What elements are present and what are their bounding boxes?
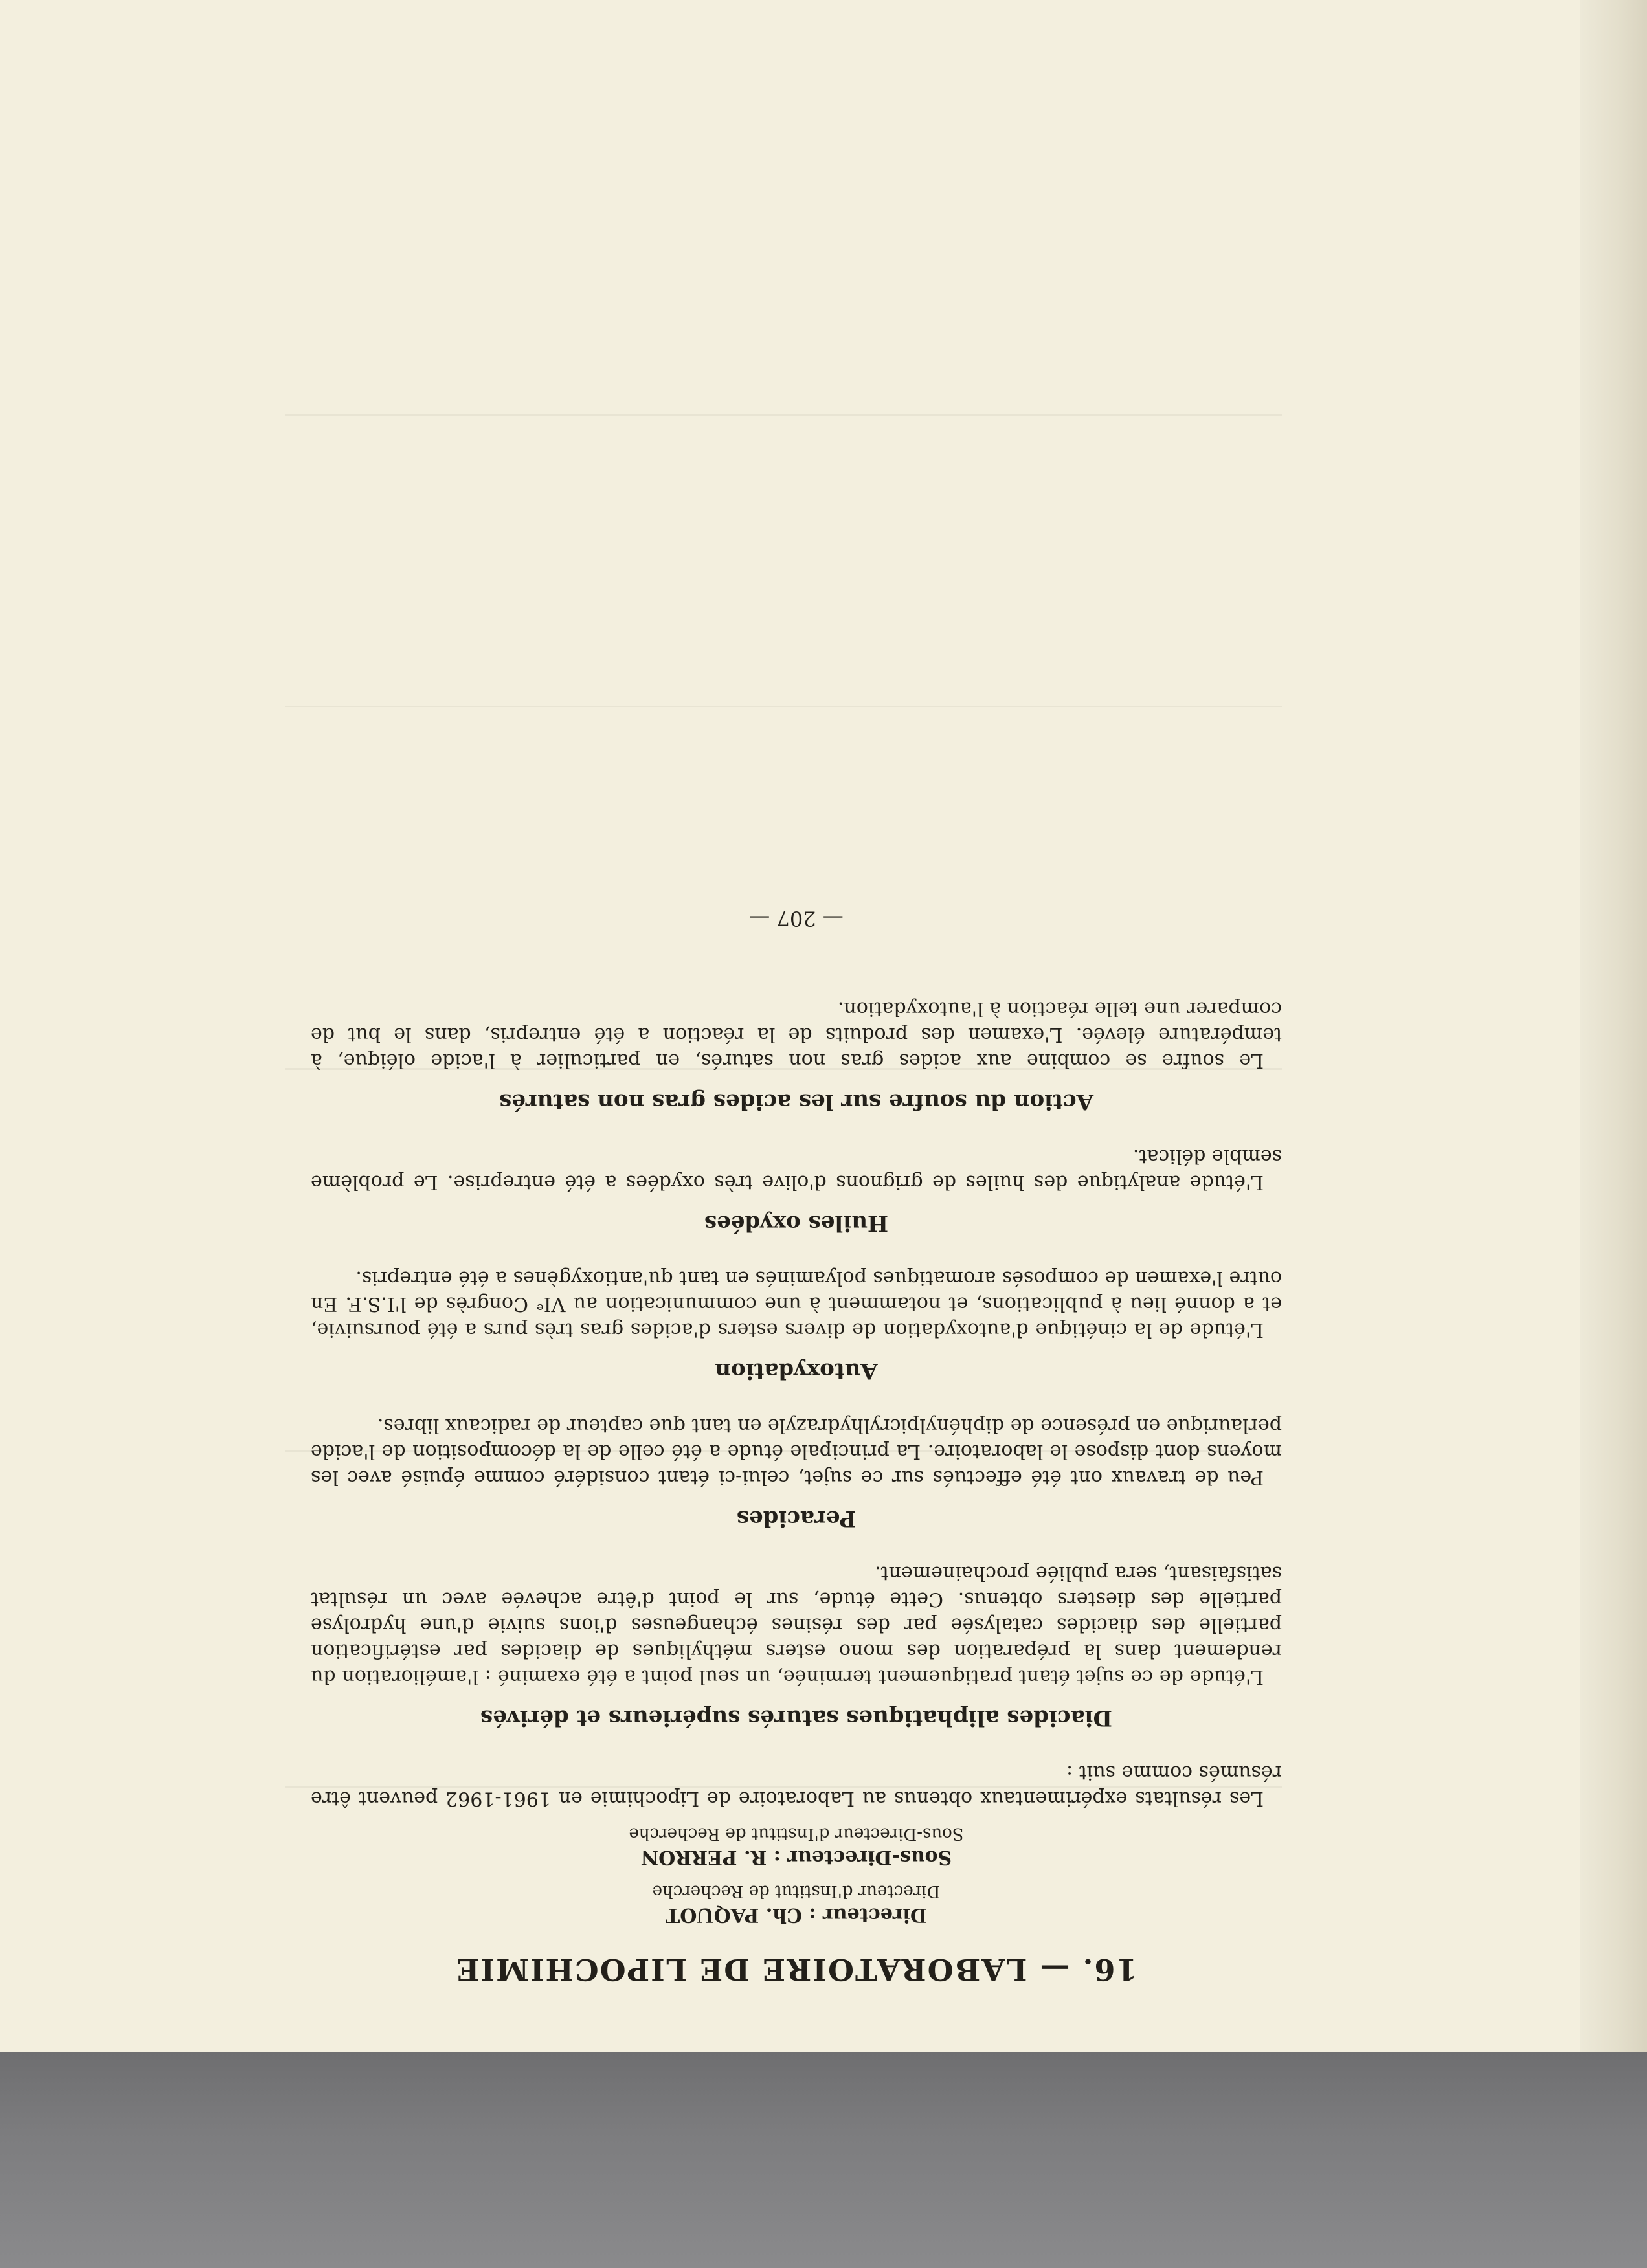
page-number: — 207 — xyxy=(749,906,844,931)
page-title: 16. — LABORATOIRE DE LIPOCHIMIE xyxy=(455,1952,1137,1987)
section-heading: Diacides aliphatiques saturés supérieurs et dérivés xyxy=(480,1705,1112,1731)
section-heading: Action du soufre sur les acides gras non saturés xyxy=(499,1089,1093,1115)
section-paragraph: Le soufre se combine aux acides gras non saturés, en particulier à l'acide oléique, à température élevée. L'examen des produits de la réaction a été entrepris, dans le but de comparer une telle réaction à l'autoxydation. xyxy=(311,997,1282,1072)
director-block xyxy=(311,1824,1282,1926)
document-page xyxy=(311,207,1282,1987)
section-paragraph: L'étude analytique des huiles de grignons d'olive très oxydées a été entreprise. Le problème semble délicat. xyxy=(311,1145,1282,1194)
section-heading: Autoxydation xyxy=(715,1358,878,1384)
section-paragraph: Peu de travaux ont été effectués sur ce sujet, celui-ci étant considéré comme épuisé avec les moyens dont dispose le laboratoire. La principale étude a été celle de la décomposition de l'acide perlaurique en présence de diphénylpicrylhydrazyle en tant que capteur de radicaux libres. xyxy=(311,1414,1282,1489)
section-paragraph: L'étude de ce sujet étant pratiquement terminée, un seul point a été examiné : l'amélioration du rendement dans la préparation des mono esters méthyliques de diacides par estérification partielle des diacides catalysée par des résines échangeuses d'ions suivie d'une hydrolyse partielle des diesters obtenus. Cette étude, sur le point d'être achevée avec un résultat satisfaisant, sera publiée prochainement. xyxy=(311,1562,1282,1688)
subdirector-name: Sous-Directeur : R. PERRON xyxy=(640,1846,952,1869)
intro-paragraph: Les résultats expérimentaux obtenus au Laboratoire de Lipochimie en 1961-1962 peuvent être résumés comme suit : xyxy=(311,1761,1282,1810)
scanner-background xyxy=(0,2052,1647,2268)
book-binding-edge xyxy=(1580,0,1647,2052)
director-name: Directeur : Ch. PAQUOT xyxy=(665,1904,928,1926)
subdirector-role: Sous-Directeur d'Institut de Recherche xyxy=(629,1824,964,1843)
section-heading: Peracides xyxy=(736,1506,857,1531)
director-role: Directeur d'Institut de Recherche xyxy=(652,1882,941,1901)
section-paragraph: L'étude de la cinétique d'autoxydation de divers esters d'acides gras très purs a été poursuivie, et a donné lieu à publications, et notamment à une communication au VIᵉ Congrès de l'I.S.F. En outre l'examen de composés aromatiques polyaminés en tant qu'antioxygènes a été entrepris. xyxy=(311,1267,1282,1341)
section-heading: Huiles oxydées xyxy=(704,1210,889,1236)
